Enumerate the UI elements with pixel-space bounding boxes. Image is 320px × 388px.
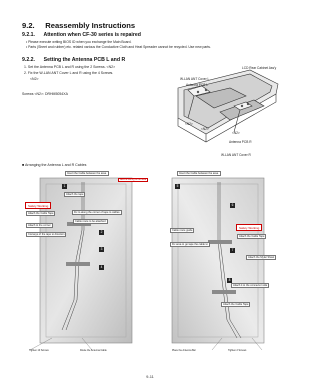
step-2: 2. Fix the W-LAN ANT Cover L and R using the 4 Screws.: [24, 71, 114, 75]
bullet-2: • Parts (Sheet and rubber) etc. related various the Conductive Cloth and Heat Spreader cannot be recycled. Use new parts.: [26, 45, 211, 49]
subsection-1-heading: [22, 32, 141, 38]
callout-attach-corner: Attach to the corner: [28, 224, 51, 227]
step-1: 1. Set the Antenna PCB L and R using the 2 Screws. <N2>: [24, 65, 116, 69]
callout-insert-cable-left: Insert the Cable between the area.: [67, 172, 107, 175]
caption-tighten-2: Tighten 2 Screws: [228, 349, 247, 352]
label-wlan-cover-l: W-LAN ANT Cover L: [180, 77, 210, 81]
bend-wiring-label: Bend a Wiring of the area: [120, 179, 147, 181]
callout-attach-cable-tape-right: Attach the Cable Tape: [239, 235, 265, 238]
step-marker-5: 5: [176, 184, 179, 188]
step-marker-1: 1: [63, 184, 66, 188]
screw-tag: <N2>: [232, 131, 240, 135]
callout-connector-side: Attach it to the connector side: [233, 284, 268, 287]
cable-section-heading: ■ Arranging the Antenna L and R Cables: [22, 163, 87, 167]
safety-working-left: Safety Working: [25, 202, 51, 209]
antenna-figure: [150, 60, 285, 160]
cable-routing-figure: [22, 170, 280, 356]
step-2-screw: <N2>: [30, 77, 39, 81]
step-marker-2: 2: [100, 230, 103, 234]
step-marker-8: 8: [228, 278, 231, 282]
label-antenna-pcb-r: Antenna PCB R: [229, 140, 252, 144]
cable-routing-photo: [22, 170, 280, 356]
section-heading: [22, 21, 135, 30]
callout-attach-tape: Attach the tape: [66, 193, 84, 196]
subsection-1-title: Attention when CF-30 series is repaired: [43, 32, 141, 38]
caption-route-cable: Route the Antenna Cable: [80, 349, 107, 352]
caption-place-bar: Place the Antenna Bar: [172, 349, 196, 352]
section-title: Reassembly Instructions: [45, 21, 136, 30]
caption-tighten-10: Tighten 10 Screws: [29, 349, 49, 352]
screw-tag: <N2>: [201, 127, 209, 131]
label-lcd-rear-cabinet: LCD Rear Cabinet Ass'y: [242, 66, 277, 70]
screw-tag: <N2>: [185, 122, 193, 126]
step-marker-3: 3: [100, 247, 103, 251]
section-number: 9.2.: [22, 21, 35, 30]
page-number: 9-11: [146, 374, 154, 379]
subsection-2-heading: [22, 57, 125, 63]
bullet-1: • Please execute writing BIOS ID when you exchange the Main Board.: [26, 40, 132, 44]
subsection-1-number: 9.2.1.: [22, 32, 35, 38]
callout-fix-along-corner: Fix to along the corner of tape to cables: [74, 211, 120, 214]
callout-cable-route-guide: Cable route guide: [172, 229, 193, 232]
lcd-cabinet-drawing: [150, 60, 285, 160]
screws-spec: Screws <N2>: DRHM5054XA: [22, 92, 68, 96]
step-marker-4: 4: [100, 265, 103, 269]
callout-conveys-tape: Conveys of the tape to direction: [28, 233, 65, 236]
callout-cable-route: Cable route to be attached: [75, 220, 106, 223]
step-marker-6: 6: [231, 203, 234, 207]
callout-insert-cable-right: Insert the Cable between the area.: [179, 172, 219, 175]
label-antenna-pcb-l: Antenna PCB L: [186, 83, 208, 87]
subsection-2-title: Setting the Antenna PCB L and R: [43, 57, 126, 63]
safety-working-right: Safety Working: [236, 224, 262, 231]
label-wlan-cover-r: W-LAN ANT Cover R: [221, 153, 251, 157]
callout-fix-area: Fix area to go tape the cable to: [172, 243, 208, 246]
step-marker-7: 7: [231, 248, 234, 252]
callout-attach-mylar: Attach the Mylar Sheet: [248, 256, 275, 259]
subsection-2-number: 9.2.2.: [22, 57, 35, 63]
callout-attach-cable-tape-right-2: Attach the Cable Tape: [223, 303, 249, 306]
callout-attach-cable-tape: Attach the Cable Tape: [28, 212, 54, 215]
